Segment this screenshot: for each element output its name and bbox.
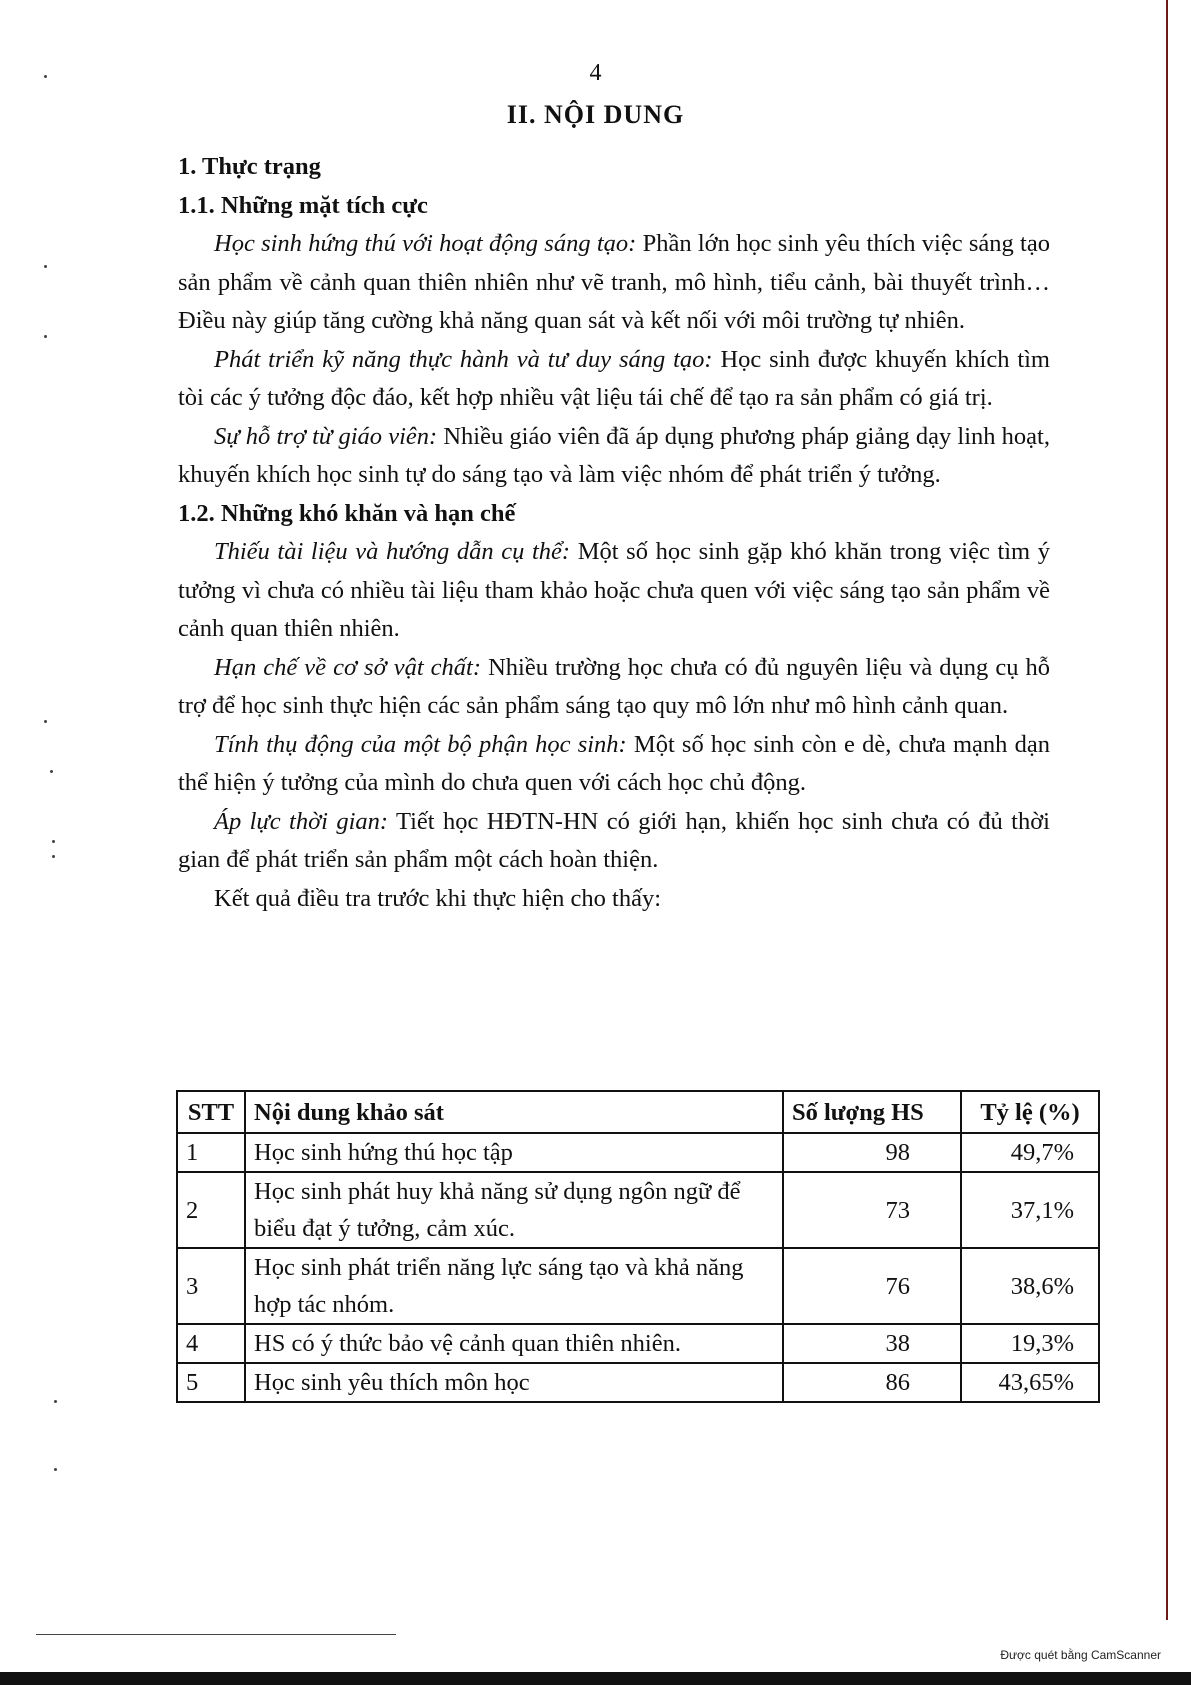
page-number: 4 <box>589 60 602 86</box>
cell-count: 86 <box>783 1363 961 1402</box>
header-stt: STT <box>177 1091 245 1133</box>
heading-limitations: 1.2. Những khó khăn và hạn chế <box>178 499 516 527</box>
scan-speck <box>52 855 55 858</box>
paragraph-label: Tính thụ động của một bộ phận học sinh: <box>214 730 627 758</box>
cell-count: 98 <box>783 1133 961 1172</box>
cell-rate: 38,6% <box>961 1248 1099 1324</box>
scan-speck <box>54 1400 57 1403</box>
heading-current-status: 1. Thực trạng <box>178 153 321 180</box>
paragraph-label: Thiếu tài liệu và hướng dẫn cụ thể: <box>214 538 571 565</box>
paragraph-text: Học sinh được khuyến khích tìm tòi các ý tưởng độc đáo, kết hợp nhiều vật liệu tái chế để tạo ra sản phẩm có giá trị. <box>178 345 1050 411</box>
paragraph-limitation-4 <box>178 803 1050 880</box>
section-title: II. NỘI DUNG <box>506 100 685 129</box>
paragraph-limitation-1 <box>178 533 1050 649</box>
cell-rate: 37,1% <box>961 1172 1099 1248</box>
scan-speck <box>44 265 47 268</box>
cell-content: HS có ý thức bảo vệ cảnh quan thiên nhiên. <box>245 1324 783 1363</box>
scan-bottom-edge <box>0 1672 1191 1685</box>
paragraph-limitation-2 <box>178 649 1050 726</box>
paragraph-text: Tiết học HĐTN-HN có giới hạn, khiến học sinh chưa có đủ thời gian để phát triển sản phẩm một cách hoàn thiện. <box>178 807 1050 873</box>
paragraph-limitation-3 <box>178 726 1050 803</box>
paragraph-label: Học sinh hứng thú với hoạt động sáng tạo: <box>214 230 637 257</box>
paragraph-text: Một số học sinh gặp khó khăn trong việc tìm ý tưởng vì chưa có nhiều tài liệu tham khảo hoặc chưa quen với việc sáng tạo sản phẩm về cảnh quan thiên nhiên. <box>178 538 1050 642</box>
paragraph-label: Sự hỗ trợ từ giáo viên: <box>214 422 438 450</box>
cell-stt: 5 <box>177 1363 245 1402</box>
cell-stt: 2 <box>177 1172 245 1248</box>
footer-rule <box>36 1634 396 1635</box>
cell-content: Học sinh phát huy khả năng sử dụng ngôn ngữ để biểu đạt ý tưởng, cảm xúc. <box>245 1172 783 1248</box>
scan-speck <box>52 840 55 843</box>
cell-rate: 19,3% <box>961 1324 1099 1363</box>
cell-stt: 3 <box>177 1248 245 1324</box>
scan-speck <box>44 335 47 338</box>
paragraph-label: Phát triển kỹ năng thực hành và tư duy sáng tạo: <box>214 345 713 373</box>
table-row <box>177 1363 1099 1402</box>
paragraph-positive-2 <box>178 341 1050 418</box>
cell-content: Học sinh phát triển năng lực sáng tạo và khả năng hợp tác nhóm. <box>245 1248 783 1324</box>
table-row <box>177 1324 1099 1363</box>
table-row <box>177 1248 1099 1324</box>
header-content: Nội dung khảo sát <box>245 1091 783 1133</box>
scan-speck <box>44 720 47 723</box>
scan-speck <box>54 1468 57 1471</box>
table-header-row <box>177 1091 1099 1133</box>
body-text <box>178 148 1050 918</box>
survey-intro: Kết quả điều tra trước khi thực hiện cho thấy: <box>214 884 662 912</box>
survey-table <box>176 1090 1100 1403</box>
cell-content: Học sinh hứng thú học tập <box>245 1133 783 1172</box>
paragraph-text: Nhiều trường học chưa có đủ nguyên liệu và dụng cụ hỗ trợ để học sinh thực hiện các sản phẩm sáng tạo quy mô lớn như mô hình cảnh quan. <box>178 653 1050 719</box>
cell-count: 76 <box>783 1248 961 1324</box>
table-row <box>177 1133 1099 1172</box>
cell-stt: 1 <box>177 1133 245 1172</box>
header-rate: Tỷ lệ (%) <box>961 1091 1099 1133</box>
paragraph-positive-3 <box>178 418 1050 495</box>
paragraph-text: Nhiều giáo viên đã áp dụng phương pháp giảng dạy linh hoạt, khuyến khích học sinh tự do sáng tạo và làm việc nhóm để phát triển ý tưởng. <box>178 422 1050 488</box>
paragraph-text: Phần lớn học sinh yêu thích việc sáng tạo sản phẩm về cảnh quan thiên nhiên như vẽ tranh, mô hình, tiểu cảnh, bài thuyết trình… Điều này giúp tăng cường khả năng quan sát và kết nối với môi trường tự nhiên. <box>178 230 1050 334</box>
cell-count: 38 <box>783 1324 961 1363</box>
cell-count: 73 <box>783 1172 961 1248</box>
cell-content: Học sinh yêu thích môn học <box>245 1363 783 1402</box>
scan-edge-line <box>1166 0 1168 1620</box>
header-count: Số lượng HS <box>783 1091 961 1133</box>
heading-positives: 1.1. Những mặt tích cực <box>178 191 428 219</box>
paragraph-label: Hạn chế về cơ sở vật chất: <box>214 653 482 681</box>
paragraph-label: Áp lực thời gian: <box>214 807 389 835</box>
paragraph-text: Một số học sinh còn e dè, chưa mạnh dạn thể hiện ý tưởng của mình do chưa quen với cách học chủ động. <box>178 730 1050 796</box>
table-row <box>177 1172 1099 1248</box>
cell-rate: 43,65% <box>961 1363 1099 1402</box>
cell-stt: 4 <box>177 1324 245 1363</box>
cell-rate: 49,7% <box>961 1133 1099 1172</box>
scan-speck <box>50 770 53 773</box>
camscanner-watermark: Được quét bằng CamScanner <box>1000 1648 1161 1662</box>
paragraph-positive-1 <box>178 225 1050 341</box>
